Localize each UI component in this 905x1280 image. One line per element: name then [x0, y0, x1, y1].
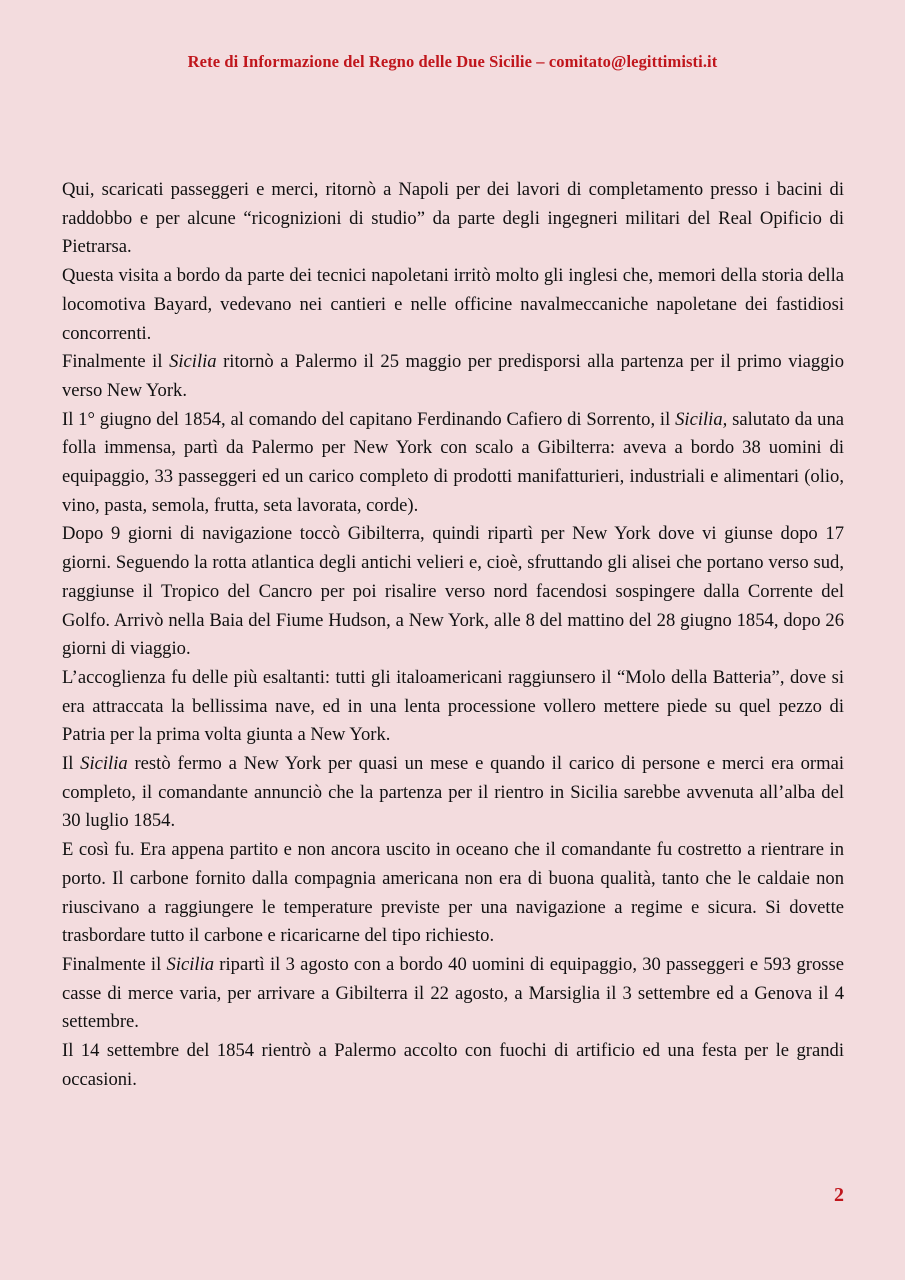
body-text — [62, 176, 844, 1095]
header-text: Rete di Informazione del Regno delle Due Sicilie – comitato@legittimisti.it — [187, 52, 718, 71]
paragraph-2: Questa visita a bordo da parte dei tecnici napoletani irritò molto gli inglesi che, memori della storia della locomotiva Bayard, vedevano nei cantieri e nelle officine navalmeccaniche napoletane dei fastidiosi concorrenti. — [62, 265, 844, 344]
paragraph-8: E così fu. Era appena partito e non ancora uscito in oceano che il comandante fu costretto a rientrare in porto. Il carbone fornito dalla compagnia americana non era di buona qualità, tanto che le caldaie non riuscivano a raggiungere le temperature previste per una navigazione a regime e sicura. Si dovette trasbordare tutto il carbone e ricaricarne del tipo richiesto. — [62, 839, 844, 947]
paragraph-9: Finalmente il Sicilia ripartì il 3 agosto con a bordo 40 uomini di equipaggio, 30 passeggeri e 593 grosse casse di merce varia, per arrivare a Gibilterra il 22 agosto, a Marsiglia il 3 settembre ed a Genova il 4 settembre. — [62, 953, 844, 1033]
page-header — [0, 52, 905, 72]
ship-name: Sicilia, — [675, 408, 728, 430]
paragraph-5: Dopo 9 giorni di navigazione toccò Gibilterra, quindi ripartì per New York dove vi giunse dopo 17 giorni. Seguendo la rotta atlantica degli antichi velieri e, cioè, sfruttando gli alisei che portano verso sud, raggiunse il Tropico del Cancro per poi risalire verso nord facendosi sospingere dalla Corrente del Golfo. Arrivò nella Baia del Fiume Hudson, a New York, alle 8 del mattino del 28 giugno 1854, dopo 26 giorni di viaggio. — [62, 523, 844, 660]
paragraph-3: Finalmente il Sicilia ritornò a Palermo il 25 maggio per predisporsi alla partenza per il primo viaggio verso New York. — [62, 351, 844, 401]
paragraph-6: L’accoglienza fu delle più esaltanti: tutti gli italoamericani raggiunsero il “Molo della Batteria”, dove si era attraccata la bellissima nave, ed in una lenta processione vollero mettere piede su quel pezzo di Patria per la prima volta giunta a New York. — [62, 666, 844, 746]
page-number: 2 — [834, 1184, 844, 1206]
ship-name: Sicilia — [169, 351, 217, 373]
paragraph-10: Il 14 settembre del 1854 rientrò a Palermo accolto con fuochi di artificio ed una festa per le grandi occasioni. — [62, 1040, 844, 1090]
ship-name: Sicilia — [80, 753, 128, 775]
ship-name: Sicilia — [166, 953, 215, 975]
paragraph-7: Il Sicilia restò fermo a New York per quasi un mese e quando il carico di persone e merci era ormai completo, il comandante annunciò che la partenza per il rientro in Sicilia sarebbe avvenuta all’alba del 30 luglio 1854. — [62, 753, 844, 832]
paragraph-1: Qui, scaricati passeggeri e merci, ritornò a Napoli per dei lavori di completamento presso i bacini di raddobbo e per alcune “ricognizioni di studio” da parte degli ingegneri militari del Real Opificio di Pietrarsa. — [62, 179, 844, 258]
paragraph-4: Il 1° giugno del 1854, al comando del capitano Ferdinando Cafiero di Sorrento, il Sicilia, salutato da una folla immensa, partì da Palermo per New York con scalo a Gibilterra: aveva a bordo 38 uomini di equipaggio, 33 passeggeri ed un carico completo di prodotti manifatturieri, industriali e alimentari (olio, vino, pasta, semola, frutta, seta lavorata, corde). — [62, 408, 844, 516]
